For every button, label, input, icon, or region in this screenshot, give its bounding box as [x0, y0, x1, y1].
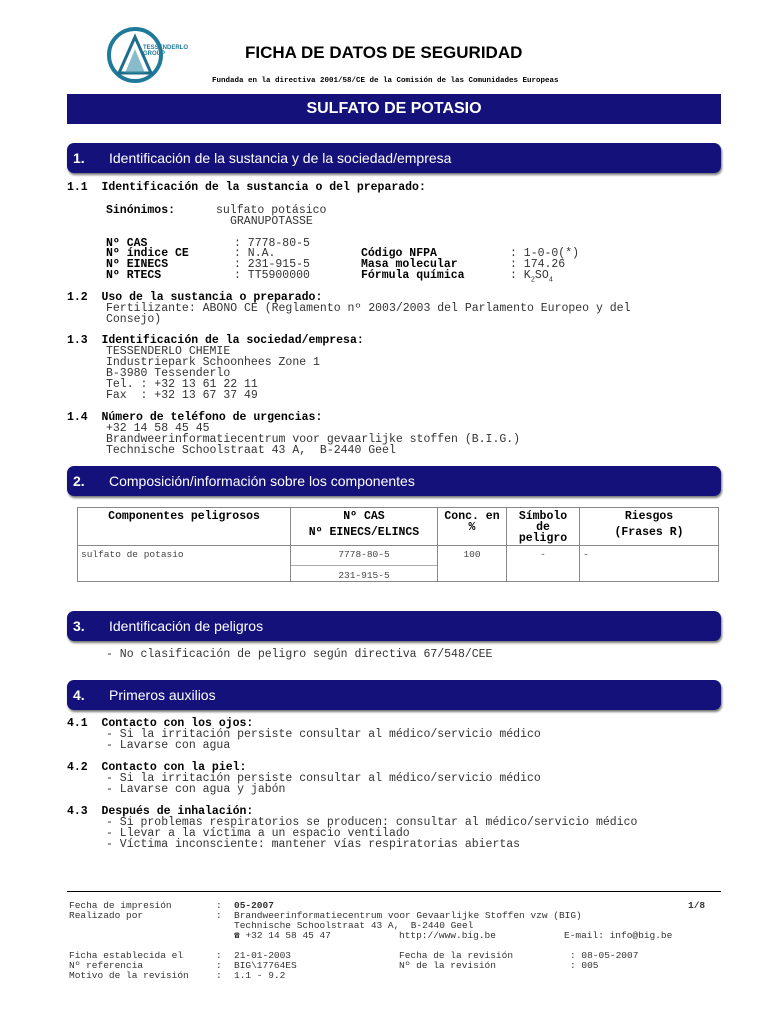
section-number: 2.: [73, 473, 85, 489]
company-line: B-3980 Tessenderlo: [106, 367, 231, 380]
company-line: Industriepark Schoonhees Zone 1: [106, 356, 320, 369]
id-value-rtecs: : TT5900000: [234, 269, 310, 282]
id-label-einecs: Nº EINECS: [106, 258, 169, 271]
footer-revdate-value: : 08-05-2007: [570, 950, 639, 961]
id-value-ce: : N.A.: [234, 247, 276, 260]
id-label-nfpa: Código NFPA: [361, 247, 437, 260]
document-subtitle: Fundada en la directiva 2001/58/CE de la Comisión de las Comunidades Europeas: [212, 77, 559, 85]
cell-cas: 7778-80-5 231-915-5: [291, 546, 438, 582]
company-line: Fax : +32 13 67 37 49: [106, 389, 258, 402]
cell-conc: 100: [438, 546, 507, 582]
footer-colon: :: [216, 950, 222, 961]
footer-made-value: Brandweerinformatiecentrum voor Gevaarlijke Stoffen vzw (BIG): [234, 910, 582, 921]
footer-motive-value: 1.1 - 9.2: [234, 970, 286, 981]
section-1-header: [67, 143, 721, 173]
footer-colon: :: [216, 900, 222, 911]
company-logo: [105, 25, 195, 85]
subsection-4-1: 4.1 Contacto con los ojos:: [67, 717, 254, 730]
footer-made-label: Realizado por: [69, 910, 144, 921]
section-title: Primeros auxilios: [109, 687, 216, 703]
footer-email[interactable]: E-mail: info@big.be: [564, 930, 673, 941]
section-2-header: [67, 466, 721, 496]
use-line-2: Consejo): [106, 313, 162, 326]
col-header-conc: Conc. en %: [438, 508, 507, 546]
first-aid-item: - Lavarse con agua: [106, 739, 231, 752]
synonym-1: sulfato potásico: [216, 204, 327, 217]
cell-symbol: -: [507, 546, 580, 582]
section-number: 4.: [73, 687, 85, 703]
id-value-einecs: : 231-915-5: [234, 258, 310, 271]
emergency-line: Technische Schoolstraat 43 A, B-2440 Geel: [106, 444, 396, 457]
footer-colon: :: [216, 960, 222, 971]
footer-ref-label: Nº referencia: [69, 960, 144, 971]
subsection-1-2: 1.2 Uso de la sustancia o preparado:: [67, 291, 323, 304]
components-table: [77, 507, 719, 582]
section-number: 1.: [73, 150, 85, 166]
id-label-rtecs: Nº RTECS: [106, 269, 162, 282]
footer-print-label: Fecha de impresión: [69, 900, 172, 911]
col-header-risk: Riesgos (Frases R): [580, 508, 719, 546]
synonym-2: GRANUPOTASSE: [230, 215, 313, 228]
id-value-mass: : 174.26: [510, 258, 566, 271]
footer-est-value: 21-01-2003: [234, 950, 292, 961]
id-value-formula: : $K_2SO_4$: [510, 269, 553, 285]
first-aid-item: - Lavarse con agua y jabón: [106, 783, 286, 796]
id-label-cas: Nº CAS: [106, 237, 148, 250]
telephone-icon: ☎: [234, 930, 240, 941]
footer-revno-value: : 005: [570, 960, 599, 971]
section-title: Identificación de peligros: [109, 618, 264, 634]
first-aid-item: - Llevar a la víctima a un espacio ventilado: [106, 827, 410, 840]
synonyms-label: Sinónimos:: [106, 204, 176, 217]
company-line: Tel. : +32 13 61 22 11: [106, 378, 258, 391]
id-value-nfpa: : 1-0-0(*): [510, 247, 580, 260]
footer-page-number: 1/8: [688, 900, 706, 911]
hazard-item: - No clasificación de peligro según directiva 67/548/CEE: [106, 648, 493, 661]
col-header-cas: Nº CAS Nº EINECS/ELINCS: [291, 508, 438, 546]
first-aid-item: - Si la irritación persiste consultar al médico/servicio médico: [106, 772, 541, 785]
footer-revno-label: Nº de la revisión: [399, 960, 496, 971]
section-number: 3.: [73, 618, 85, 634]
product-banner: SULFATO DE POTASIO: [67, 94, 721, 124]
cell-component-name: sulfato de potasio: [78, 546, 291, 582]
footer-phone: ☎ +32 14 58 45 47: [234, 930, 331, 941]
subsection-1-1: 1.1 Identificación de la sustancia o del preparado:: [67, 181, 426, 194]
emergency-line: Brandweerinformatiecentrum voor gevaarlijke stoffen (B.I.G.): [106, 433, 521, 446]
id-label-ce: Nº índice CE: [106, 247, 189, 260]
cell-risk: -: [580, 546, 719, 582]
subsection-1-3: 1.3 Identificación de la sociedad/empresa:: [67, 334, 364, 347]
footer-est-label: Ficha establecida el: [69, 950, 184, 961]
id-label-formula: Fórmula química: [361, 269, 465, 282]
footer-motive-label: Motivo de la revisión: [69, 970, 189, 981]
footer-divider: [67, 891, 721, 892]
col-header-symbol: Símbolo de peligro: [507, 508, 580, 546]
first-aid-item: - Si la irritación persiste consultar al médico/servicio médico: [106, 728, 541, 741]
footer-ref-value: BIG\17764ES: [234, 960, 297, 971]
section-3-header: [67, 611, 721, 641]
subsection-4-2: 4.2 Contacto con la piel:: [67, 761, 247, 774]
footer-colon: :: [216, 970, 222, 981]
emergency-line: +32 14 58 45 45: [106, 422, 210, 435]
footer-print-value: 05-2007: [234, 900, 274, 911]
company-line: TESSENDERLO CHEMIE: [106, 345, 231, 358]
subsection-1-4: 1.4 Número de teléfono de urgencias:: [67, 411, 323, 424]
logo-text: TESSENDERLO GROUP: [143, 45, 189, 57]
subsection-4-3: 4.3 Después de inhalación:: [67, 805, 254, 818]
first-aid-item: - Víctima inconsciente: mantener vías respiratorias abiertas: [106, 838, 521, 851]
document-title: FICHA DE DATOS DE SEGURIDAD: [245, 43, 523, 62]
footer-revdate-label: Fecha de la revisión: [399, 950, 514, 961]
footer-colon: :: [216, 910, 222, 921]
col-header-components: Componentes peligrosos: [78, 508, 291, 546]
id-label-mass: Masa molecular: [361, 258, 458, 271]
use-line-1: Fertilizante: ABONO CE (Reglamento nº 2003/2003 del Parlamento Europeo y del: [106, 302, 631, 315]
footer-made-address: Technische Schoolstraat 43 A, B-2440 Geel: [234, 920, 474, 931]
id-value-cas: : 7778-80-5: [234, 237, 310, 250]
section-title: Identificación de la sustancia y de la sociedad/empresa: [109, 150, 452, 166]
section-4-header: [67, 680, 721, 710]
first-aid-item: - Si problemas respiratorios se producen: consultar al médico/servicio médico: [106, 816, 638, 829]
section-title: Composición/información sobre los componentes: [109, 473, 415, 489]
footer-website[interactable]: http://www.big.be: [399, 930, 496, 941]
